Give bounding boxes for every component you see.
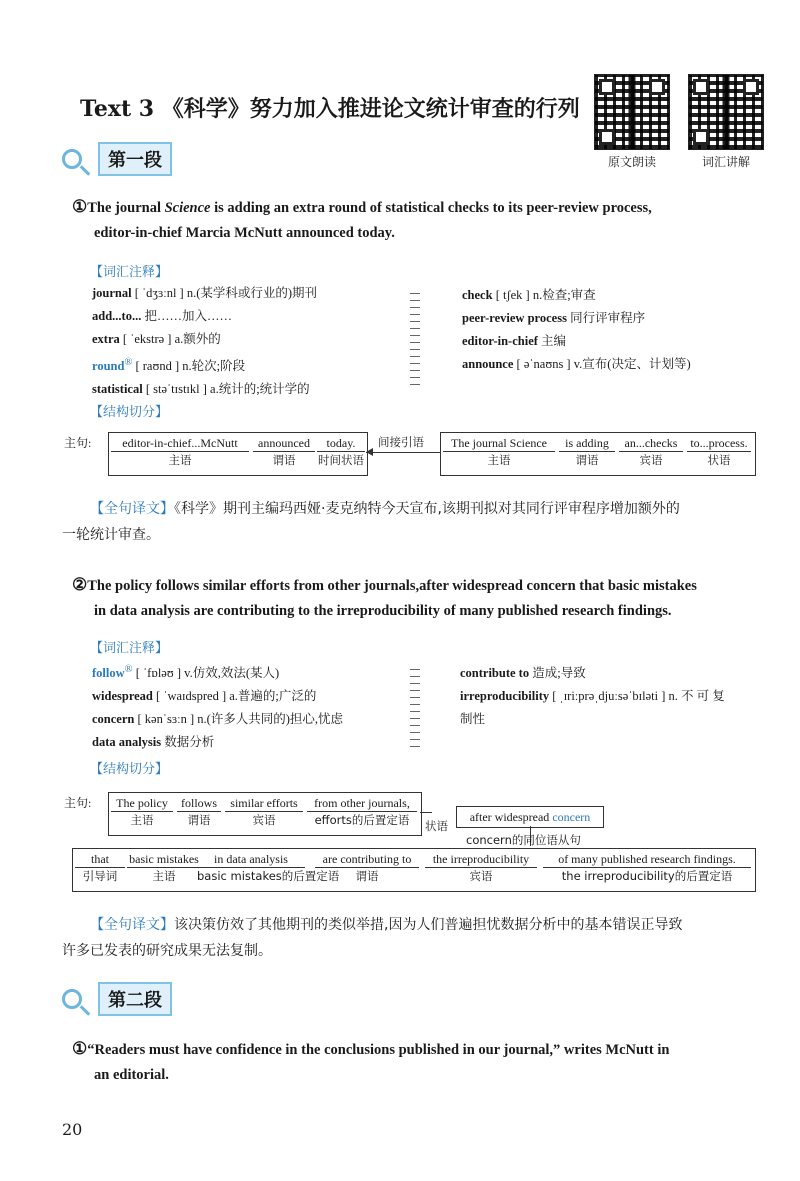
vocab-word: journal [92, 286, 132, 300]
vocab-word: data analysis [92, 735, 162, 750]
segment-role: 主语 [152, 869, 176, 883]
segment-text: today. [317, 436, 365, 452]
vocab-item [460, 685, 725, 708]
connector-line [420, 812, 432, 813]
sentence-text: “Readers must have confidence in the conclusions published in our journal,” writes McNutt in [87, 1042, 670, 1058]
page-number: 20 [62, 1120, 83, 1139]
segment-role: 宾语 [639, 453, 663, 467]
sentence-number: ① [72, 197, 88, 216]
adverbial-box [456, 806, 604, 828]
vocab-item [92, 282, 317, 305]
segment-role: 谓语 [187, 813, 211, 827]
segment-role: the irreproducibility的后置定语 [561, 869, 733, 883]
page-title: Text 3 《科学》努力加入推进论文统计审查的行列 [80, 96, 580, 122]
segment [425, 852, 537, 884]
sentence-text: in data analysis are contributing to the irreproducibility of many published research findings. [94, 603, 672, 619]
vocab-label: 【词汇注释】 [90, 641, 169, 656]
segment-role: 状语 [707, 453, 731, 467]
note-icon: ® [124, 357, 133, 368]
translation-text: 《科学》期刊主编玛西娅·麦克纳特今天宣布,该期刊拟对其同行评审程序增加额外的 [174, 501, 680, 517]
segment [197, 852, 340, 884]
vocab-word: round [92, 359, 125, 374]
vocab-item [92, 685, 343, 708]
vocab-word: statistical [92, 382, 143, 397]
segment-text: follows [177, 796, 221, 812]
vocab-def: [ stəˈtɪstɪkl ] a.统计的;统计学的 [145, 382, 310, 397]
vocab-def: 把……加入…… [144, 309, 232, 323]
segment-role: 宾语 [252, 813, 276, 827]
vocab-word: follow [92, 666, 125, 681]
segment [619, 436, 683, 468]
segment-text: is adding [559, 436, 615, 452]
translation-text: 一轮统计审查。 [62, 527, 160, 543]
segment-text: that [75, 852, 125, 868]
vocab-item [462, 330, 691, 353]
translation-text: 该决策仿效了其他期刊的类似举措,因为人们普遍担忧数据分析中的基本错误正导致 [174, 917, 683, 933]
vocab-def: 主编 [541, 334, 567, 348]
segment-role: 谓语 [355, 869, 379, 883]
vocab-def: [ tʃek ] n.检查;审查 [495, 288, 596, 302]
translation-text: 许多已发表的研究成果无法复制。 [62, 943, 272, 959]
arrow-head-icon [366, 448, 373, 456]
vocab-list-left [92, 282, 317, 401]
sentence-text: is adding an extra round of statistical checks to its peer-review process, [210, 200, 652, 216]
vocab-word: announce [462, 357, 514, 371]
main-clause-prefix: 主句: [64, 436, 92, 450]
segment-text: editor-in-chief...McNutt [111, 436, 249, 452]
vocab-label: 【词汇注释】 [90, 265, 169, 280]
vocab-item [92, 305, 317, 328]
wavy-divider [410, 290, 420, 390]
vocab-def: 数据分析 [164, 735, 215, 750]
sentence-text: an editorial. [94, 1067, 169, 1083]
segment-text: from other journals, [307, 796, 417, 812]
vocab-item [462, 284, 691, 307]
segment [225, 796, 303, 828]
structure-box-quote [440, 432, 756, 476]
structure-box-appositive [72, 848, 756, 892]
vocab-item [92, 351, 317, 378]
segment-role: 主语 [487, 453, 511, 467]
qr-code-reading[interactable] [594, 74, 670, 150]
vocab-list-right [460, 662, 725, 731]
vocab-item [92, 328, 317, 351]
vocab-list-left [92, 658, 343, 754]
sentence-2 [72, 572, 697, 624]
segment-text: similar efforts [225, 796, 303, 812]
sentence-text: The policy follows similar efforts from other journals,after widespread concern that basic mistakes [87, 578, 697, 594]
magnifier-icon [62, 989, 82, 1009]
segment-role: 时间状语 [318, 453, 364, 467]
vocab-def: [ ˈdʒɜːnl ] n.(某学科或行业的)期刊 [134, 286, 318, 300]
struct-label: 【结构切分】 [90, 762, 169, 777]
sentence-number: ② [72, 575, 88, 594]
segment-role: 谓语 [575, 453, 599, 467]
vocab-word: concern [92, 712, 135, 727]
segment [307, 796, 417, 828]
sentence-1 [72, 194, 652, 246]
vocab-word: widespread [92, 689, 153, 704]
translation-2 [62, 912, 762, 964]
vocab-def: [ raʊnd ] n.轮次;阶段 [135, 359, 246, 374]
segment-text: basic mistakes [127, 852, 201, 868]
vocab-def: [ əˈnaʊns ] v.宣布(决定、计划等) [516, 357, 691, 371]
adverbial-text: after widespread [469, 810, 553, 824]
translation-1 [62, 496, 762, 548]
segment-text: The journal Science [443, 436, 555, 452]
vocab-word: extra [92, 332, 120, 346]
segment [177, 796, 221, 828]
vocab-def: 造成;导致 [532, 666, 586, 680]
arrow-label: 间接引语 [378, 435, 424, 449]
sentence-3 [72, 1036, 669, 1088]
segment [111, 796, 173, 828]
adverbial-highlight: concern [552, 810, 591, 824]
main-clause-prefix: 主句: [64, 796, 92, 810]
sentence-number: ① [72, 1039, 88, 1058]
translation-label: 【全句译文】 [90, 501, 174, 517]
vocab-word: check [462, 288, 493, 302]
segment-role: 谓语 [272, 453, 296, 467]
vocab-item [92, 708, 343, 731]
wavy-divider [410, 666, 420, 750]
segment-text: to...process. [687, 436, 751, 452]
segment [559, 436, 615, 468]
segment [111, 436, 249, 468]
segment-text: in data analysis [197, 852, 305, 868]
segment [75, 852, 125, 884]
structure-box-main [108, 792, 422, 836]
vocab-item [460, 708, 725, 731]
segment [443, 436, 555, 468]
section-label: 第二段 [98, 982, 172, 1016]
vocab-def: [ ˌɪriːprəˌdjuːsəˈbɪləti ] n. 不 可 复 [552, 689, 725, 703]
vocab-def: [ ˈfɒləʊ ] v.仿效,效法(某人) [135, 666, 280, 681]
vocab-item [92, 658, 343, 685]
vocab-item [92, 731, 343, 754]
segment-text: announced [253, 436, 315, 452]
section-badge-1 [62, 143, 172, 175]
sentence-text: editor-in-chief Marcia McNutt announced today. [94, 225, 395, 241]
structure-box-main [108, 432, 368, 476]
vocab-word: editor-in-chief [462, 334, 538, 348]
vocab-def: [ ˈekstrə ] a.额外的 [122, 332, 221, 346]
arrow-line [366, 452, 440, 453]
vocab-def: 同行评审程序 [570, 311, 646, 325]
vocab-word: peer-review process [462, 311, 567, 325]
segment [687, 436, 751, 468]
segment [315, 852, 419, 884]
sentence-text: The journal [87, 200, 165, 216]
segment [317, 436, 365, 468]
qr-label-reading: 原文朗读 [607, 155, 656, 169]
vocab-def: [ kənˈsɜːn ] n.(许多人共同的)担心,忧虑 [137, 712, 344, 727]
qr-code-vocab[interactable] [688, 74, 764, 150]
sentence-italic: Science [164, 200, 211, 216]
segment-role: 主语 [168, 453, 192, 467]
segment [543, 852, 751, 884]
vocab-word: add...to... [92, 309, 142, 323]
segment-text: are contributing to [315, 852, 419, 868]
segment-text: The policy [111, 796, 173, 812]
vocab-item [462, 353, 691, 376]
adverbial-label: 状语 [425, 819, 448, 833]
qr-label-vocab: 词汇讲解 [701, 155, 750, 169]
vocab-word: contribute to [460, 666, 530, 680]
note-icon: ® [124, 664, 133, 675]
vocab-item [92, 378, 317, 401]
segment-text: the irreproducibility [425, 852, 537, 868]
segment-role: efforts的后置定语 [314, 813, 410, 827]
vocab-list-right [462, 284, 691, 376]
segment-role: 宾语 [469, 869, 493, 883]
segment-role: 引导词 [82, 869, 118, 883]
vocab-word: irreproducibility [460, 689, 550, 703]
segment-role: basic mistakes的后置定语 [197, 869, 340, 883]
vocab-def: 制性 [460, 712, 486, 726]
magnifier-icon [62, 149, 82, 169]
vocab-def: [ ˈwaɪdspred ] a.普遍的;广泛的 [156, 689, 317, 704]
segment-text: an...checks [619, 436, 683, 452]
vocab-item [462, 307, 691, 330]
segment [127, 852, 201, 884]
segment [253, 436, 315, 468]
appositive-label: concern的同位语从句 [466, 833, 581, 847]
segment-text: of many published research findings. [543, 852, 751, 868]
translation-label: 【全句译文】 [90, 917, 174, 933]
section-badge-2 [62, 983, 172, 1015]
segment-role: 主语 [130, 813, 154, 827]
struct-label: 【结构切分】 [90, 405, 169, 420]
vocab-item [460, 662, 725, 685]
section-label: 第一段 [98, 142, 172, 176]
